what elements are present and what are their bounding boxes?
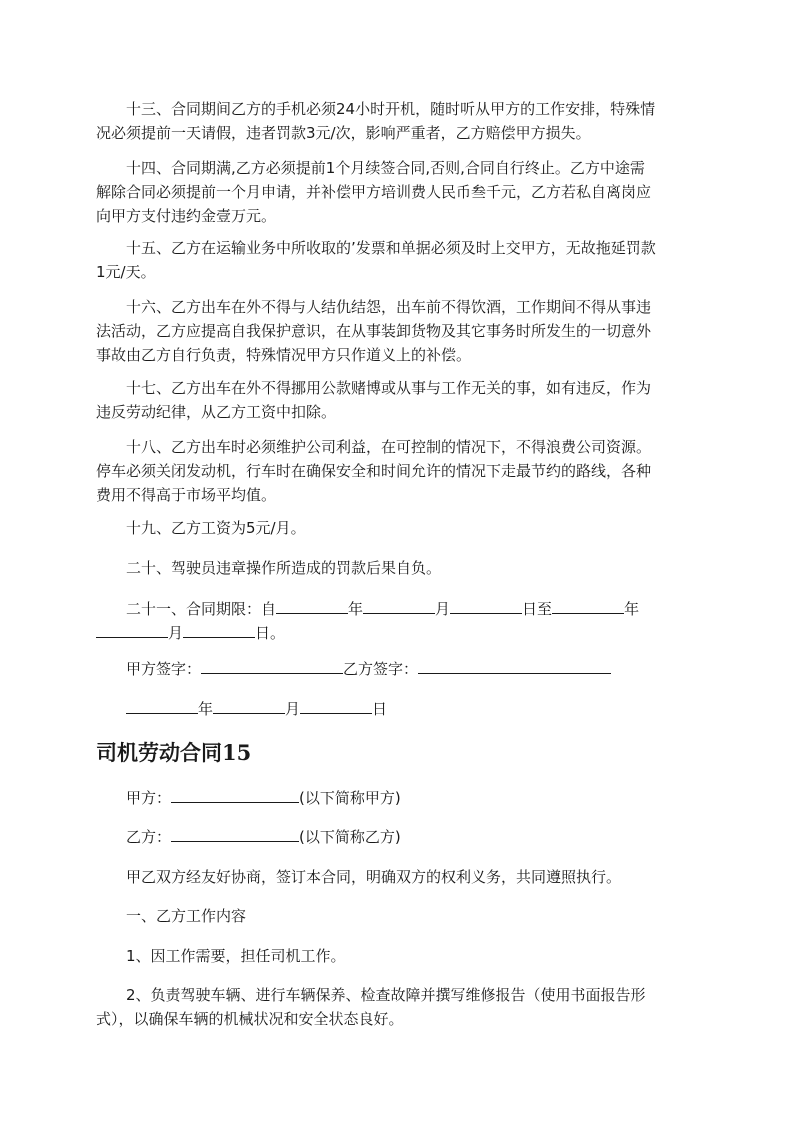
- party-a-signature-field[interactable]: [201, 657, 343, 674]
- sign-year-blank[interactable]: [126, 697, 198, 714]
- clause-19-line: 十九、乙方工资为5元/月。: [96, 519, 306, 537]
- party-b-signature-field[interactable]: [418, 657, 611, 674]
- clause-16-line-1: 十六、乙方出车在外不得与人结仇结怨，出车前不得饮酒，工作期间不得从事违: [96, 298, 652, 316]
- clause-17-line-2: 违反劳动纪律，从乙方工资中扣除。: [96, 403, 337, 421]
- clause-20: [96, 556, 696, 580]
- item-2: [96, 983, 696, 1031]
- clause-15: [96, 236, 696, 284]
- clause-15-line-2: 1元/天。: [96, 263, 156, 281]
- party-a-signature-label: 甲方签字：: [96, 660, 202, 678]
- signature-date: 年 月 日: [96, 697, 696, 721]
- clause-14-line-1: 十四、合同期满,乙方必须提前1个月续签合同,否则,合同自行终止。乙方中途需: [96, 159, 645, 177]
- clause-17-line-1: 十七、乙方出车在外不得挪用公款赌博或从事与工作无关的事，如有违反，作为: [96, 379, 652, 397]
- end-year-blank[interactable]: [552, 597, 624, 614]
- item-1: 1、因工作需要，担任司机工作。: [96, 947, 346, 965]
- start-month-blank[interactable]: [363, 597, 435, 614]
- clause-18-line-1: 十八、乙方出车时必须维护公司利益，在可控制的情况下，不得浪费公司资源。: [96, 438, 652, 456]
- sign-day-blank[interactable]: [300, 697, 372, 714]
- intro-paragraph: 甲乙双方经友好协商，签订本合同，明确双方的权利义务，共同遵照执行。: [96, 868, 622, 886]
- party-a-name-field[interactable]: [171, 786, 299, 803]
- sign-month-blank[interactable]: [213, 697, 285, 714]
- clause-14-line-3: 向甲方支付违约金壹万元。: [96, 207, 277, 225]
- end-day-blank[interactable]: [183, 621, 255, 638]
- clause-18-line-2: 停车必须关闭发动机，行车时在确保安全和时间允许的情况下走最节约的路线，各种: [96, 462, 652, 480]
- clause-21-line-1: 二十一、合同期限：自 年 月 日至 年: [96, 597, 696, 621]
- start-year-blank[interactable]: [276, 597, 348, 614]
- clause-16: [96, 295, 696, 367]
- section-heading: 司机劳动合同15: [96, 740, 252, 765]
- section-1-title: 一、乙方工作内容: [96, 907, 247, 925]
- party-a-line: 甲方： (以下简称甲方): [96, 786, 696, 810]
- clause-13-line-2: 况必须提前一天请假，违者罚款3元/次，影响严重者，乙方赔偿甲方损失。: [96, 124, 591, 142]
- clause-21-line-2: 月 日。: [96, 621, 696, 645]
- clause-18-line-3: 费用不得高于市场平均值。: [96, 486, 277, 504]
- end-month-blank[interactable]: [96, 621, 168, 638]
- clause-13-line-1: 十三、合同期间乙方的手机必须24小时开机，随时听从甲方的工作安排，特殊情: [96, 100, 656, 118]
- clause-13: [96, 97, 696, 145]
- clause-14: [96, 156, 696, 228]
- clause-18: [96, 435, 696, 507]
- clause-21: [96, 597, 696, 645]
- clause-19: [96, 516, 696, 540]
- item-2-line-2: 式），以确保车辆的机械状况和安全状态良好。: [96, 1010, 404, 1028]
- clause-14-line-2: 解除合同必须提前一个月申请，并补偿甲方培训费人民币叁千元，乙方若私自离岗应: [96, 183, 652, 201]
- clause-17: [96, 376, 696, 424]
- clause-16-line-3: 事故由乙方自行负责，特殊情况甲方只作道义上的补偿。: [96, 346, 472, 364]
- clause-20-line: 二十、驾驶员违章操作所造成的罚款后果自负。: [96, 559, 442, 577]
- party-b-signature-label: 乙方签字：: [343, 660, 419, 678]
- start-day-blank[interactable]: [450, 597, 522, 614]
- party-b-line: 乙方： (以下简称乙方): [96, 825, 696, 849]
- clause-16-line-2: 法活动，乙方应提高自我保护意识，在从事装卸货物及其它事务时所发生的一切意外: [96, 322, 652, 340]
- clause-15-line-1: 十五、乙方在运输业务中所收取的’发票和单据必须及时上交甲方，无故拖延罚款: [96, 239, 656, 257]
- signature-line: [96, 657, 696, 681]
- item-2-line-1: 2、负责驾驶车辆、进行车辆保养、检查故障并撰写维修报告（使用书面报告形: [96, 986, 646, 1004]
- party-b-name-field[interactable]: [171, 825, 299, 842]
